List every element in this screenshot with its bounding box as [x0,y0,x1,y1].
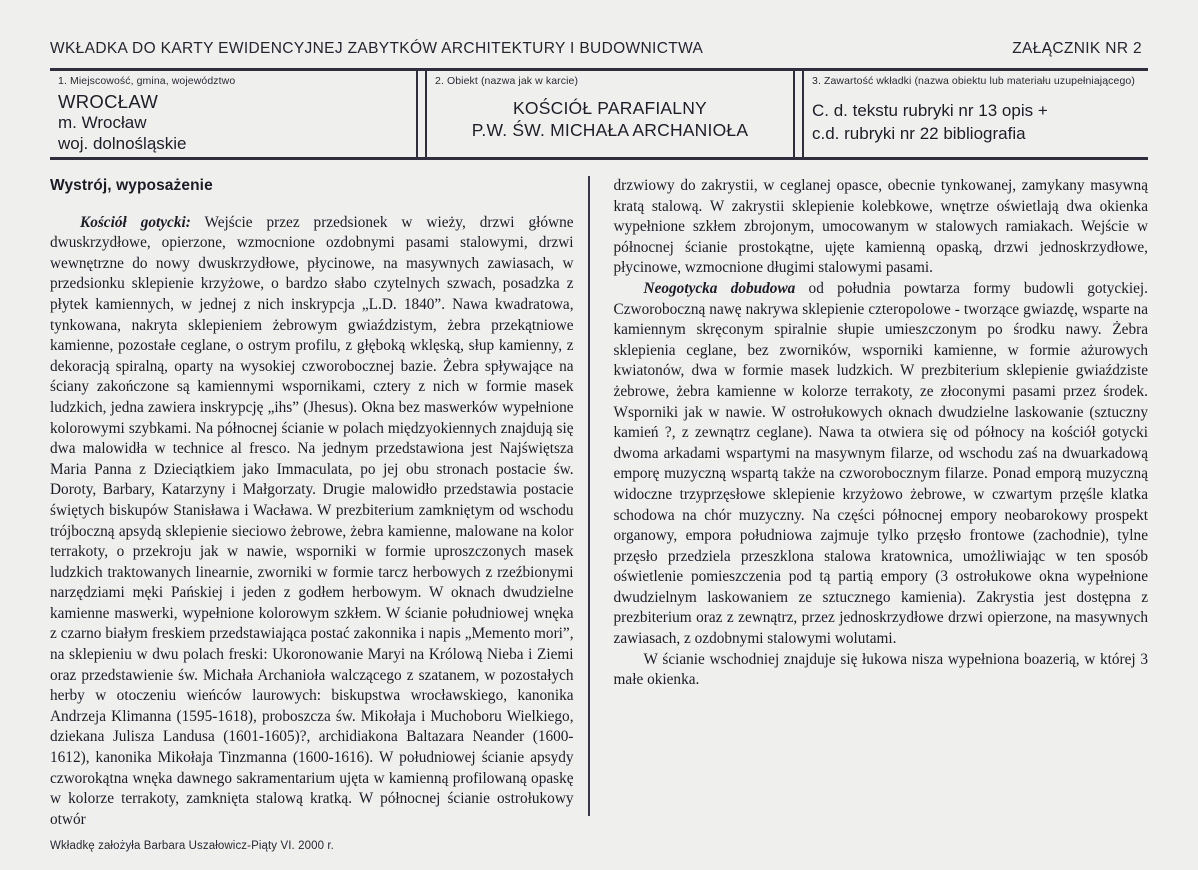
right-paragraph-1: drzwiowy do zakrystii, w ceglanej opasce, obecnie tynkowanej, zamykany masywną kratą stalową. W zakrystii sklepienie kolebkowe, wnętrze oświetlają dwa okienka wypełnione szkłem zbrojonym, umocowanym w stalowych ramiakach. Wejście w północnej ścianie prostokątne, ujęte kamienną opaską, drzwi jednoskrzydłowe, płycinowe, wzmocnione długimi stalowymi pasami. [613,177,1148,277]
header-cell-contents-label: 3. Zawartość wkładki (nazwa obiektu lub materiału uzupełniającego) [812,75,1135,87]
locality-city: WROCŁAW [58,91,159,112]
header-cell-locality-label: 1. Miejscowość, gmina, województwo [58,75,236,87]
column-divider-rule [588,176,590,816]
left-column [50,176,588,828]
right-paragraph-2 [614,279,1148,650]
left-paragraph-1-text: Wejście przez przedsionek w wieży, drzwi główne dwuskrzydłowe, opierzone, wzmocnione ozdobnymi pasami stalowymi, drzwi wewnętrzne do nowy dwuskrzydłowe, płycinowe, na masywnych zawiasach, w przedsionku sklepienie krzyżowe, o bardzo słabo czytelnych szwach, posadzka z płytek kamiennych, w jednej z nich inskrypcja „L.D. 1840”. Nawa kwadratowa, tynkowana, nakryta sklepieniem żebrowym gwiaździstym, żebra przekątniowe kamienne, pozostałe ceglane, o ostrym profilu, z głęboką wklęską, słup kamienny, z dekoracją spiralną, oparty na wysokiej czworobocznej bazie. Żebra spływające na ściany zakończone są kamiennymi wspornikami, cztery z nich w formie masek ludzkich, jedna zawiera inskrypcję „ihs” (Jhesus). Okna bez maswerków wypełnione kolorowymi szybkami. Na północnej ścianie w polach międzyokiennych znajdują się dwa malowidła w technice al fresco. Na jednym przedstawiona jest Najświętsza Maria Panna z Dzieciątkiem jako Immaculata, po jej obu stronach postacie św. Doroty, Barbary, Katarzyny i Małgorzaty. Drugie malowidło przedstawia postacie świętych biskupów Stanisława i Wacława. W prezbiterium zamkniętym od wschodu trójboczną apsydą sklepienie sieciowo żebrowe, żebra kamienne, malowane na kolor terrakoty, o przekroju jak w nawie, wsporniki w formie uproszczonych masek ludzkich traktowanych linearnie, zworniki w formie tarcz herbowych z rzeźbionymi narzędziami męki Pańskiej i jeden z godłem herbowym. W oknach dwudzielne kamienne maswerki, wypełnione kolorowym szkłem. W ścianie południowej wnęka z czarno białym freskiem przedstawiająca postać zakonnika i napis „Memento mori”, na sklepieniu w dwu polach freski: Ukoronowanie Maryi na Królową Nieba i Ziemi oraz przedstawienie św. Michała Archanioła walczącego z szatanem, w pozostałych herby w otoczeniu wieńców laurowych: biskupstwa wrocławskiego, kanonika Andrzeja Klimanna (1595-1618), proboszcza św. Mikołaja i Muchoboru Wielkiego, dziekana Julisza Landusa (1601-1605)?, archidiakona Baltazara Neander (1600-1612), kanonika Mikołaja Tinzmanna (1600-1616). W południowej ścianie apsydy czworokątna wnęka dawnego sakramentarium ujęta w kamienną profilowaną opaskę w kolorze terrakoty, zamknięta stalową kratką. W północnej ścianie ostrołukowy otwór [50,213,574,828]
header-table [50,68,1148,160]
body-area [50,176,1148,828]
header-divider-2 [793,71,804,157]
right-paragraph-2-text: od południa powtarza formy budowli gotyckiej. Czworoboczną nawę nakrywa sklepienie czteropolowe - tworzące gwiazdę, wsparte na kamiennym skręconym spiralnie słupie umieszczonym po środku nawy. Żebra sklepienia ceglane, bez zworników, wsporniki kamienne, w formie ażurowych kwiatonów, dwa w formie masek ludzkich. W prezbiterium sklepienie gwiaździste żebrowe, żebra kamienne w kolorze terrakoty, ze złoconymi pasami przez środek. Wsporniki jak w nawie. W ostrołukowych oknach dwudzielne laskowanie (sztuczny kamień ?, z zewnątrz ceglane). Nawa ta otwiera się od północy na kościół gotycki dwoma arkadami wspartymi na masywnym filarze, od wschodu zaś na dwuarkadową emporę muzyczną wspartą także na czworobocznym filarze. Ponad emporą muzyczną widoczne trzyprzęsłowe sklepienie krzyżowo żebrowe, w czwartym przęśle klatka schodowa na chór muzyczny. Na części północnej empory neobarokowy prospekt organowy, empora południowa zajmuje tylko przęsło frontowe (zachodnie), tylne przęsło przedziela przeszklona stalowa kratownica, umożliwiając w ten sposób oświetlenie pomieszczenia pod tą partią empory (3 ostrołukowe okna wypełnione dwudzielnym laskowaniem ze sztucznego kamienia). Zakrystia jest dostępna z prezbiterium oraz z zewnątrz, przez jednoskrzydłowe drzwi opierzone, na masywnych zawiasach, z ozdobnymi stalowymi wolutami. [613,279,1148,648]
header-divider-1 [416,71,427,157]
footer-note: Wkładkę założyła Barbara Uszałowicz-Piąty VI. 2000 r. [50,840,334,852]
locality-voivodeship: woj. dolnośląskie [58,134,187,153]
document-title-row [50,0,1148,58]
header-cell-object-value [435,97,785,141]
object-name-line-2: P.W. ŚW. MICHAŁA ARCHANIOŁA [471,120,749,140]
header-cell-contents [804,71,1148,157]
contents-line-2: c.d. rubryki nr 22 bibliografia [812,124,1026,143]
page-title: WKŁADKA DO KARTY EWIDENCYJNEJ ZABYTKÓW ARCHITEKTURY I BUDOWNICTWA [50,40,704,57]
left-paragraph-1-lead: Kościół gotycki: [80,213,191,231]
contents-line-1: C. d. tekstu rubryki nr 13 opis + [812,101,1048,120]
left-paragraph-1 [50,213,574,831]
header-cell-locality [50,71,416,157]
header-cell-contents-value [812,99,1140,145]
section-heading: Wystrój, wyposażenie [50,177,213,194]
right-paragraph-2-lead: Neogotycka dobudowa [643,279,796,297]
header-cell-locality-value [58,91,408,154]
header-cell-object-label: 2. Obiekt (nazwa jak w karcie) [435,75,579,87]
object-name-line-1: KOŚCIÓŁ PARAFIALNY [513,98,707,118]
locality-commune: m. Wrocław [58,113,147,132]
right-paragraph-3: W ścianie wschodniej znajduje się łukowa nisza wypełniona boazerią, w której 3 małe okienka. [613,650,1148,689]
right-column [606,176,1148,816]
header-cell-object [427,71,793,157]
annex-label: ZAŁĄCZNIK NR 2 [1012,40,1142,57]
